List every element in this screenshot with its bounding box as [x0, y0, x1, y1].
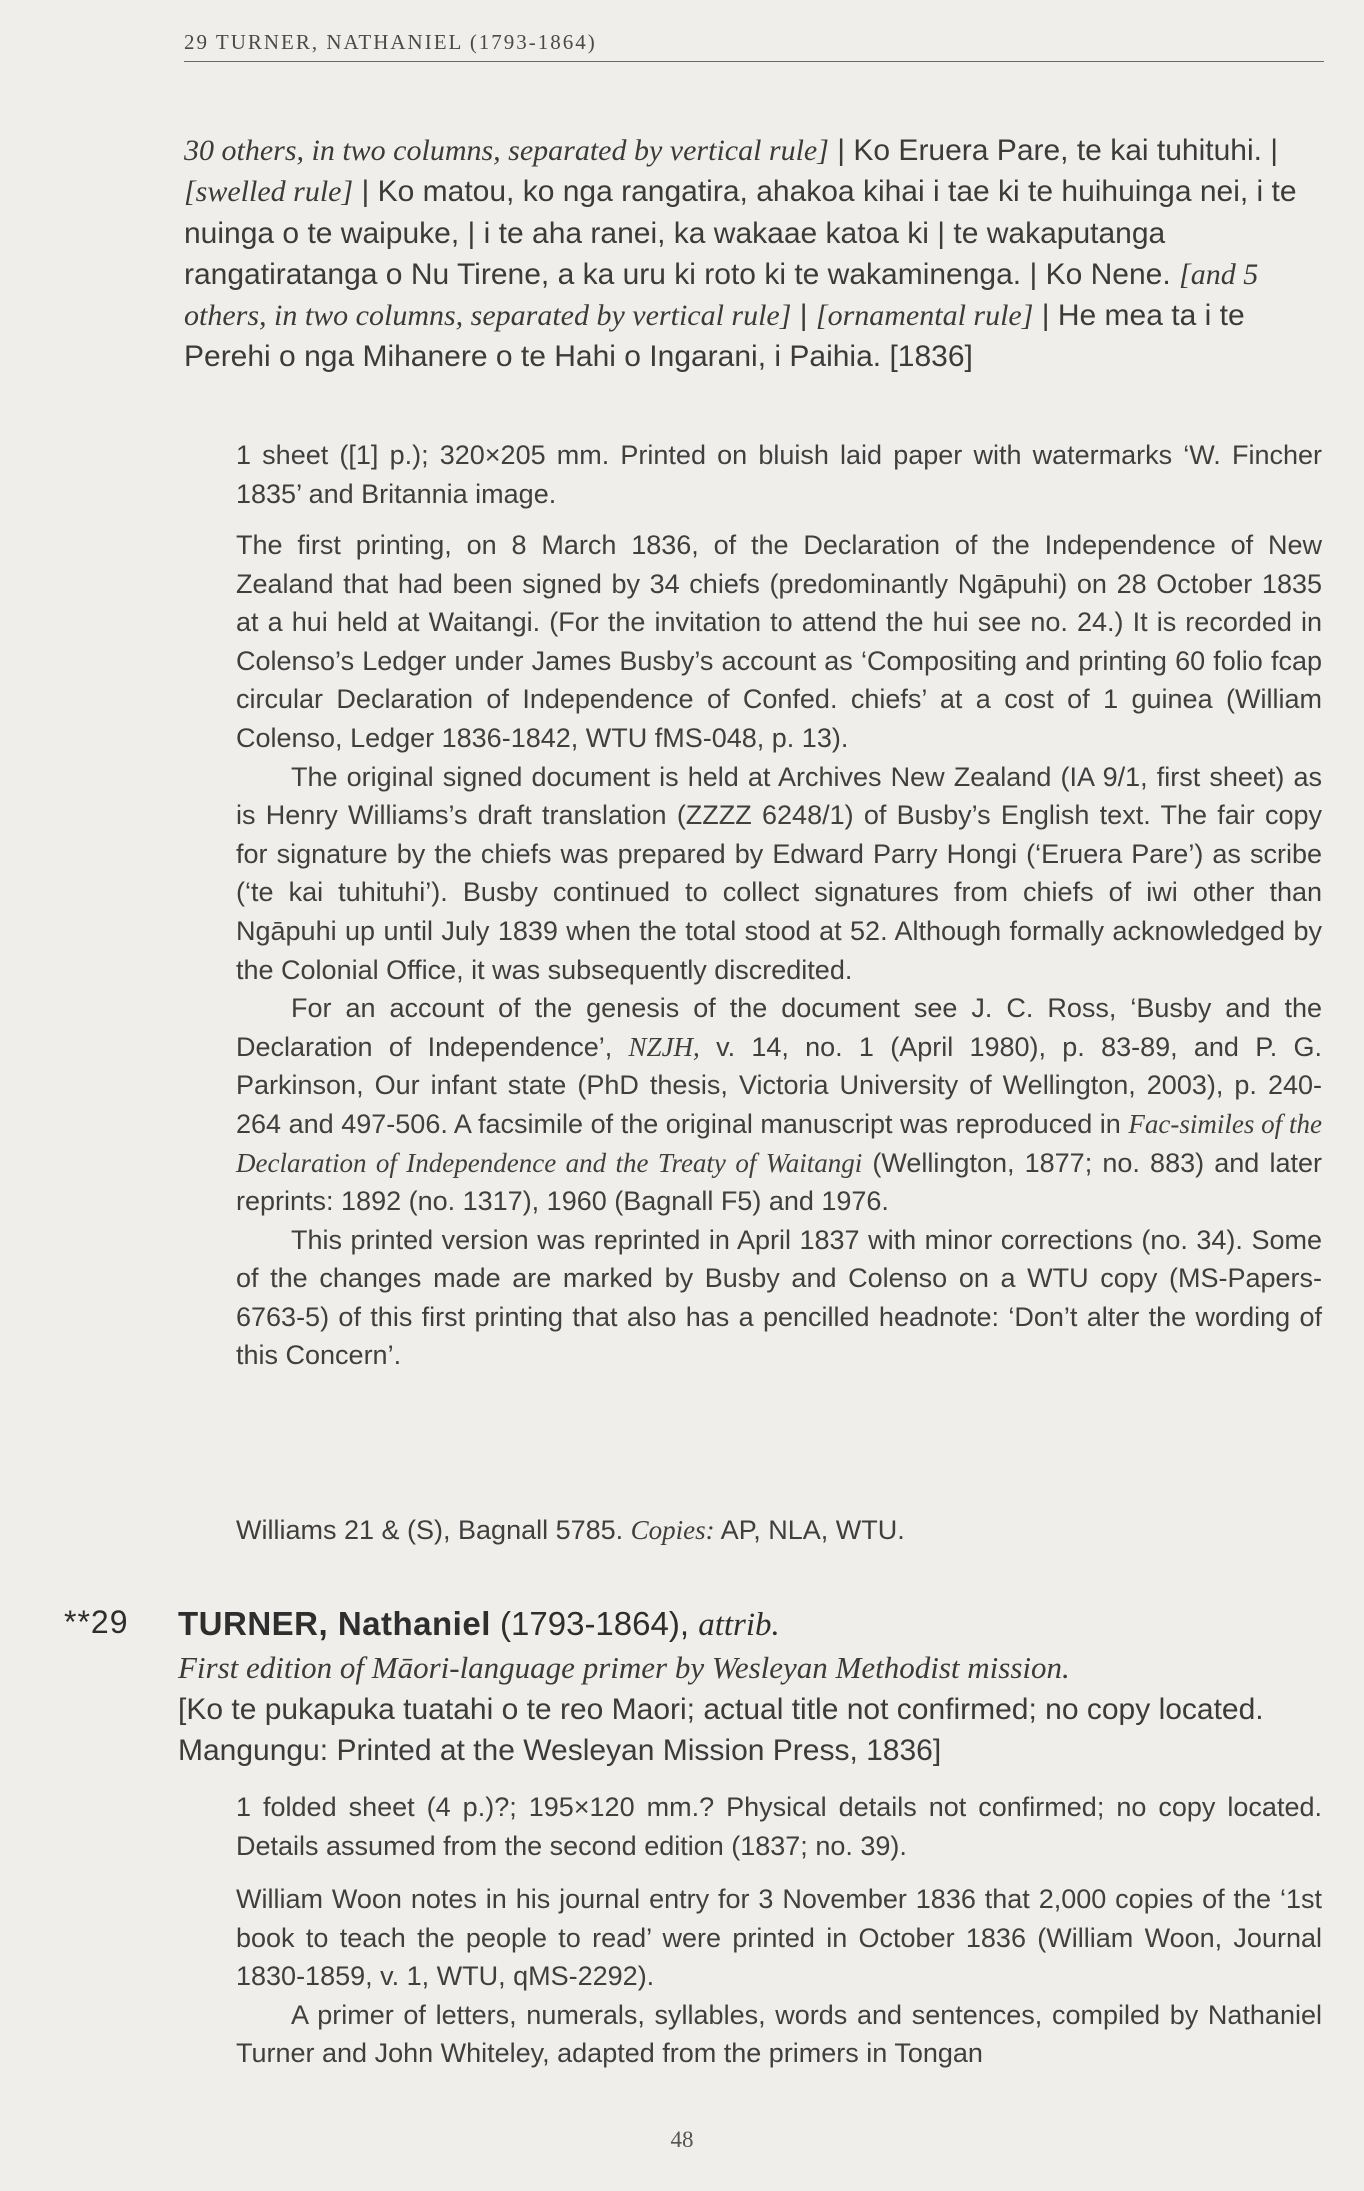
- note-paragraph: [236, 758, 1322, 990]
- note-text: This printed version was reprinted in April 1837 with minor corrections (no. 34). Some of the changes made are marked by Busby and Colenso on a WTU copy (MS-Papers-6763-5) of this first printing that also has a pencilled headnote: ‘Don’t alter the wording of this Concern’.: [236, 1224, 1322, 1371]
- entry-28-physical: [236, 436, 1322, 513]
- title-segment: [swelled rule]: [184, 175, 354, 209]
- note-paragraph: [236, 989, 1322, 1221]
- note-paragraph: [236, 1221, 1322, 1375]
- entry-28-references: [236, 1511, 1322, 1550]
- entry-number: **29: [64, 1604, 129, 1640]
- title-segment: | Ko matou, ko nga rangatira, ahakoa kihai i tae ki te huihuinga nei, i te nuinga o te waipuke, | i te aha ranei, ka wakaae katoa ki | te wakaputanga rangatiratanga o Nu Tirene, a ka uru ki roto ki te wakaminenga. | Ko Nene.: [184, 175, 1297, 291]
- references-line: [236, 1511, 1322, 1550]
- title-segment: 30 others, in two columns, separated by vertical rule]: [184, 134, 829, 167]
- copies-label: Copies:: [630, 1515, 715, 1545]
- note-paragraph: William Woon notes in his journal entry for 3 November 1836 that 2,000 copies of the ‘1st book to teach the people to read’ were printed in October 1836 (William Woon, Journal 1830-1859, v. 1, WTU, qMS-2292).: [236, 1884, 1322, 1992]
- note-text: For an account of the genesis of the document see J. C. Ross, ‘Busby and the Declaration of Independence’,: [236, 993, 1322, 1062]
- reference-text: AP, NLA, WTU.: [714, 1515, 905, 1545]
- note-paragraph: A primer of letters, numerals, syllables, words and sentences, compiled by Nathaniel Turner and John Whiteley, adapted from the primers in Tongan: [236, 1999, 1322, 2069]
- entry-28-title: [184, 130, 1322, 378]
- note-text: The first printing, on 8 March 1836, of the Declaration of the Independence of New Zealand that had been signed by 34 chiefs (predominantly Ngāpuhi) on 28 October 1835 at a hui held at Waitangi. (For the invitation to attend the hui see no. 24.) It is recorded in Colenso’s Ledger under James Busby’s account as ‘Compositing and printing 60 folio fcap circular Declaration of Independence of Confed. chiefs’ at a cost of 1 guinea (William Colenso, Ledger 1836-1842, WTU fMS-048, p. 13).: [236, 530, 1322, 753]
- entry-29-physical: [236, 1788, 1322, 1865]
- entry-description-heading: First edition of Māori-language primer by Wesleyan Methodist mission.: [178, 1650, 1070, 1685]
- title-segment: [ornamental rule]: [815, 299, 1034, 333]
- note-text: The original signed document is held at Archives New Zealand (IA 9/1, first sheet) as is Henry Williams’s draft translation (ZZZZ 6248/1) of Busby’s English text. The fair copy for signature by the chiefs was prepared by Edward Parry Hongi (‘Eruera Pare’) as scribe (‘te kai tuhituhi’). Busby continued to collect signatures from chiefs of iwi other than Ngāpuhi up until July 1839 when the total stood at 52. Although formally acknowledged by the Colonial Office, it was subsequently discredited.: [236, 761, 1322, 985]
- note-text: (Wellington, 1877; no. 883) and later reprints: 1892 (no. 1317), 1960 (Bagnall F5) and 1976.: [236, 1147, 1322, 1217]
- title-segment: | Ko Eruera Pare, te kai tuhituhi. |: [828, 134, 1279, 167]
- journal-title: NZJH,: [628, 1031, 700, 1062]
- page-number: 48: [670, 2127, 694, 2152]
- title-segment: | He mea ta i te Perehi o nga Mihanere o te Hahi o Ingarani, i Paihia. [1836]: [184, 299, 1245, 374]
- title-transcription: [184, 130, 1322, 378]
- entry-author-line: [178, 1602, 1324, 1647]
- entry-28-notes: [236, 526, 1322, 1375]
- note-text: v. 14, no. 1 (April 1980), p. 83-89, and P. G. Parkinson, Our infant state (PhD thesis, Victoria University of Wellington, 2003), p. 240-264 and 497-506. A facsimile of the original manuscript was reproduced in: [236, 1031, 1322, 1139]
- entry-29-heading: [178, 1602, 1324, 1771]
- entry-29-notes: [236, 1880, 1322, 2073]
- author-dates: (1793-1864),: [490, 1605, 699, 1642]
- physical-description: 1 sheet ([1] p.); 320×205 mm. Printed on bluish laid paper with watermarks ‘W. Fincher 1835’ and Britannia image.: [236, 440, 1322, 509]
- title-segment: [and 5 others, in two columns, separated by vertical rule]: [184, 257, 1259, 333]
- note-paragraph: [236, 526, 1322, 758]
- book-title: Fac-similes of the Declaration of Independence and the Treaty of Waitangi: [236, 1108, 1322, 1178]
- reference-text: Williams 21 & (S), Bagnall 5785.: [236, 1515, 631, 1545]
- entry-title-transcription: [Ko te pukapuka tuatahi o te reo Maori; actual title not confirmed; no copy located. Mangungu: Printed at the Wesleyan Mission Press, 1836]: [178, 1693, 1264, 1767]
- author-name: TURNER, Nathaniel: [178, 1605, 491, 1642]
- physical-description: 1 folded sheet (4 p.)?; 195×120 mm.? Physical details not confirmed; no copy located. Details assumed from the second edition (1837; no. 39).: [236, 1792, 1322, 1861]
- attribution: attrib.: [698, 1607, 780, 1643]
- running-head: 29 TURNER, NATHANIEL (1793-1864): [184, 30, 1324, 62]
- title-segment: |: [791, 299, 816, 333]
